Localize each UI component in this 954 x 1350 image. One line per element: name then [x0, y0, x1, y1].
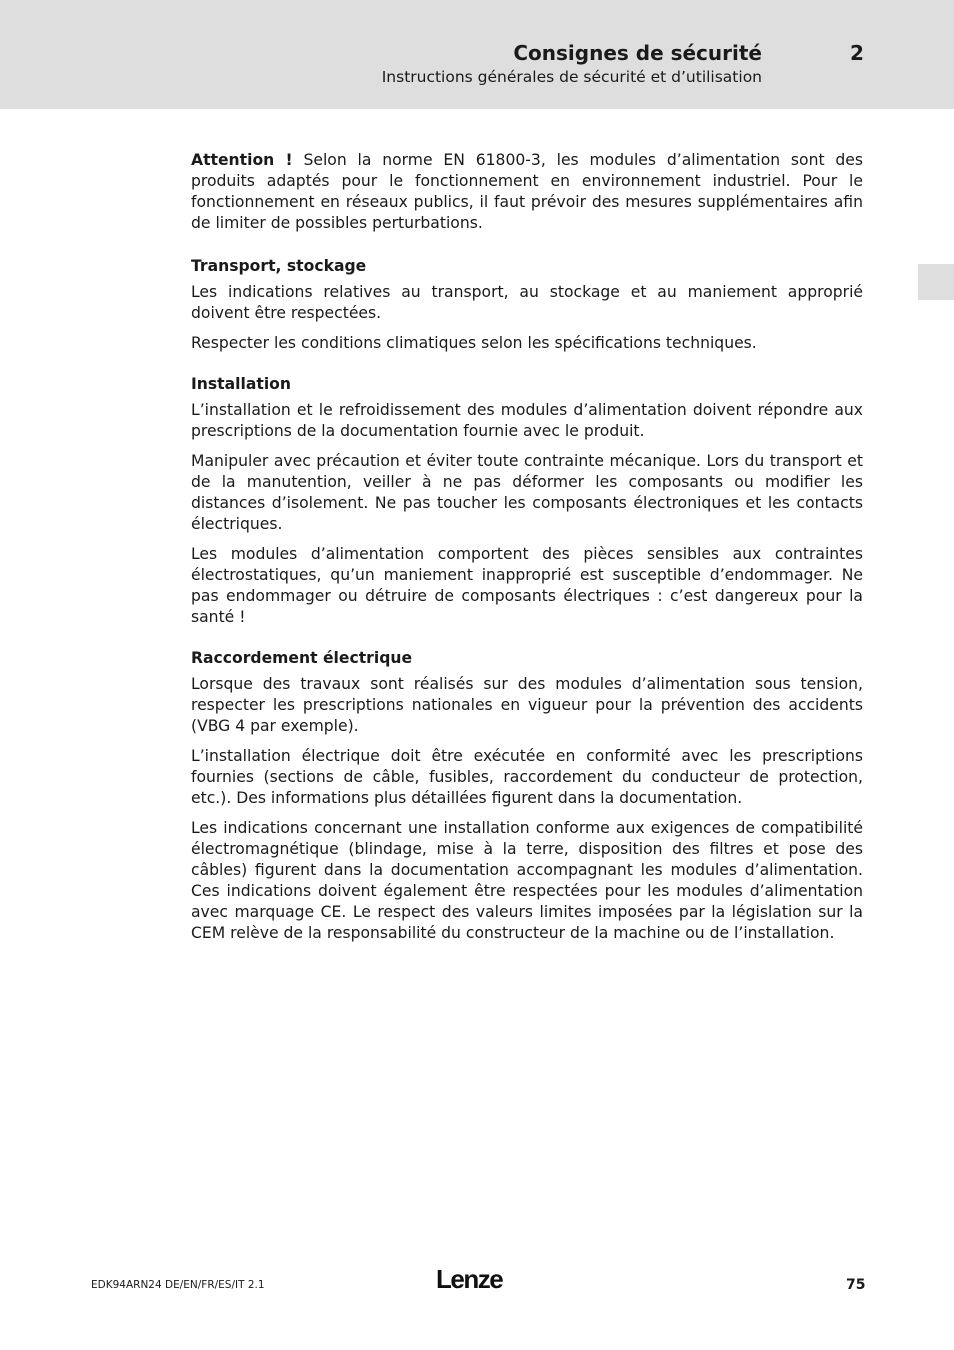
lenze-logo-text: Lenze	[436, 1264, 503, 1294]
header-band	[0, 0, 954, 109]
attention-label: Attention !	[191, 151, 293, 169]
attention-paragraph	[191, 150, 863, 234]
document-body	[191, 150, 863, 953]
page-number: 75	[846, 1277, 866, 1293]
installation-paragraph-1: L’installation et le refroidissement des modules d’alimentation doivent répondre aux prescriptions de la documentation fournie avec le produit.	[191, 401, 863, 440]
page-title: Consignes de sécurité	[513, 41, 762, 65]
lenze-logo	[436, 1264, 516, 1294]
section-heading-transport: Transport, stockage	[191, 257, 367, 275]
transport-paragraph-1: Les indications relatives au transport, au stockage et au maniement approprié doivent être respectées.	[191, 283, 863, 322]
installation-paragraph-2: Manipuler avec précaution et éviter toute contrainte mécanique. Lors du transport et de la manutention, veiller à ne pas déformer les composants ou modifier les distances d’isolement. Ne pas toucher les composants électroniques et les contacts électriques.	[191, 452, 863, 533]
installation-paragraph-3: Les modules d’alimentation comportent des pièces sensibles aux contraintes électrostatiques, qu’un maniement inapproprié est susceptible d’endommager. Ne pas endommager ou détruire de composants électriques : c’est dangereux pour la santé !	[191, 545, 863, 626]
section-heading-raccordement: Raccordement électrique	[191, 649, 413, 667]
attention-text: Selon la norme EN 61800-3, les modules d’alimentation sont des produits adaptés pour le fonctionnement en environnement industriel. Pour le fonctionnement en réseaux publics, il faut prévoir des mesures supplémentaires afin de limiter de possibles perturbations.	[191, 151, 864, 232]
chapter-number: 2	[850, 41, 864, 65]
page-subtitle: Instructions générales de sécurité et d’utilisation	[381, 68, 762, 86]
raccordement-paragraph-2: L’installation électrique doit être exécutée en conformité avec les prescriptions fournies (sections de câble, fusibles, raccordement du conducteur de protection, etc.). Des informations plus détaillées figurent dans la documentation.	[191, 747, 863, 807]
raccordement-paragraph-1: Lorsque des travaux sont réalisés sur des modules d’alimentation sous tension, respecter les prescriptions nationales en vigueur pour la prévention des accidents (VBG 4 par exemple).	[191, 675, 863, 735]
section-heading-installation: Installation	[191, 375, 291, 393]
raccordement-paragraph-3: Les indications concernant une installation conforme aux exigences de compatibilité électromagnétique (blindage, mise à la terre, disposition des filtres et pose des câbles) figurent dans la documentation accompagnant les modules d’alimentation. Ces indications doivent également être respectées pour les modules d’alimentation avec marquage CE. Le respect des valeurs limites imposées par la législation sur la CEM relève de la responsabilité du constructeur de la machine ou de l’installation.	[191, 819, 863, 942]
transport-paragraph-2: Respecter les conditions climatiques selon les spécifications techniques.	[191, 334, 757, 352]
footer-document-id: EDK94ARN24 DE/EN/FR/ES/IT 2.1	[91, 1279, 265, 1291]
chapter-side-tab	[918, 264, 954, 300]
